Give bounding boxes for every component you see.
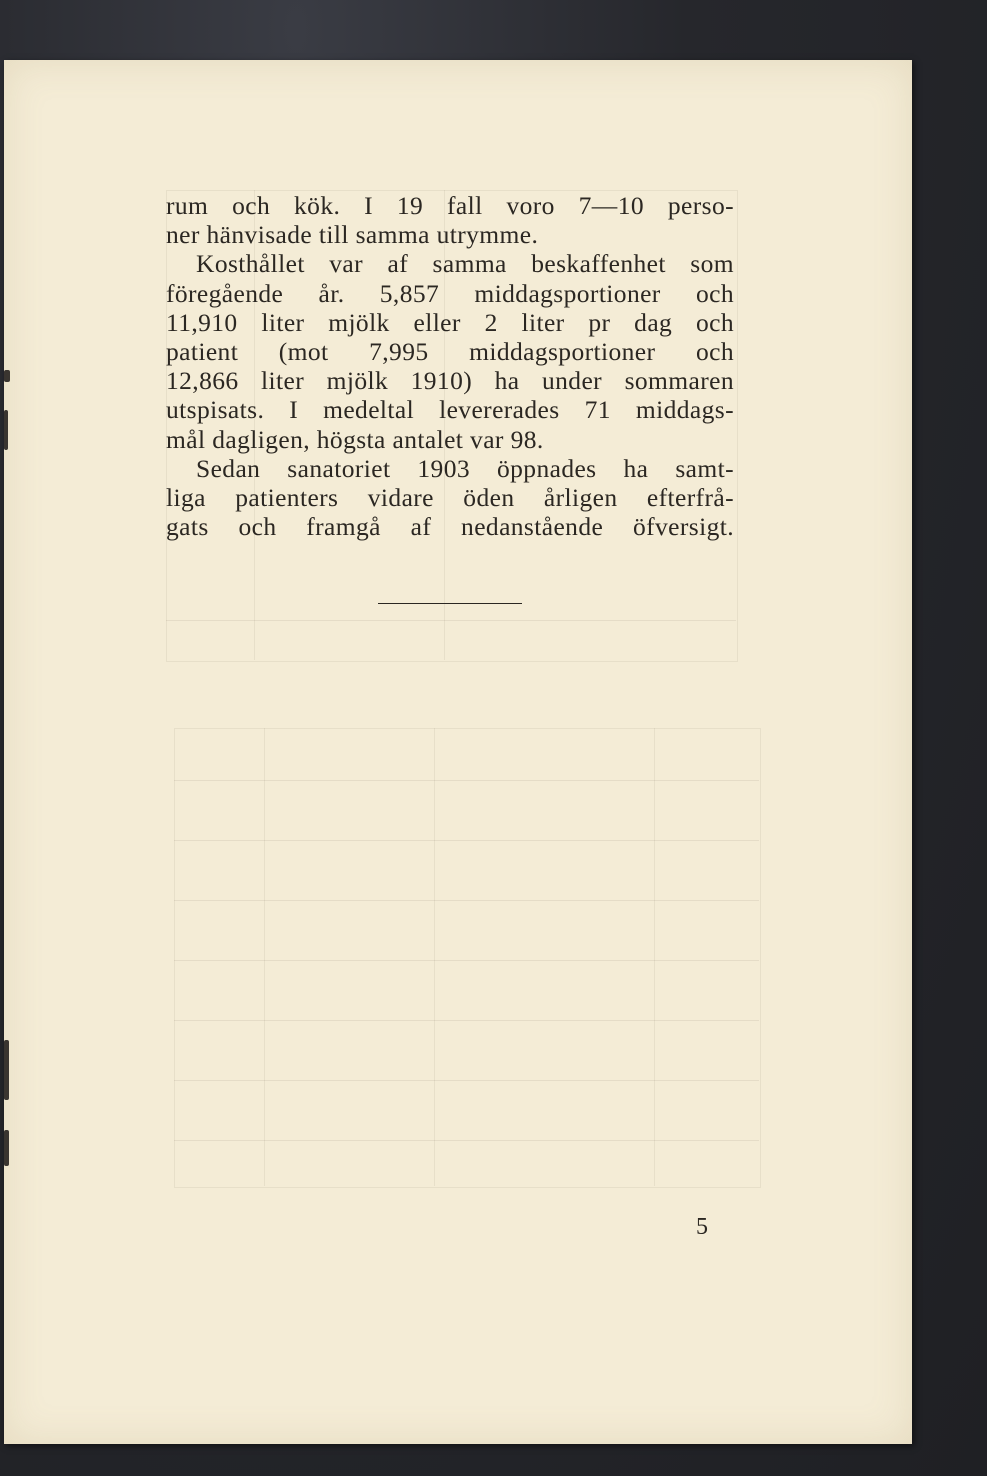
text-line: Kosthållet var af samma beskaffenhet som [196, 249, 734, 279]
bleed-through-row-line [174, 1020, 759, 1021]
bleed-through-row-line [174, 960, 759, 961]
bleed-through-column-line [264, 728, 265, 1186]
body-text [166, 191, 734, 541]
text-line: föregående år. 5,857 middagsportioner och [166, 278, 734, 308]
bleed-through-row-line [174, 1140, 759, 1141]
bleed-through-table-bottom [174, 728, 761, 1188]
text-line: rum och kök. I 19 fall voro 7—10 perso- [166, 191, 734, 220]
margin-mark [4, 370, 10, 382]
margin-mark [4, 1130, 9, 1166]
bleed-through-row-line [166, 620, 736, 621]
page-number: 5 [696, 1214, 708, 1240]
text-line: ner hänvisade till samma utrymme. [166, 220, 539, 250]
margin-mark [4, 1040, 9, 1100]
bleed-through-row-line [174, 900, 759, 901]
bleed-through-column-line [434, 728, 435, 1186]
text-line: gats och framgå af nedanstående öfversigt. [166, 512, 734, 542]
bleed-through-row-line [174, 1080, 759, 1081]
text-line: mål dagligen, högsta antalet var 98. [166, 424, 544, 454]
text-line: patient (mot 7,995 middagsportioner och [166, 336, 734, 366]
margin-mark [4, 410, 8, 450]
text-line: liga patienters vidare öden årligen efterfrå- [166, 482, 734, 512]
text-line: 12,866 liter mjölk 1910) ha under sommaren [166, 366, 734, 396]
bleed-through-row-line [174, 780, 759, 781]
bleed-through-column-line [654, 728, 655, 1186]
section-divider [378, 603, 522, 604]
text-line: utspisats. I medeltal levererades 71 middags- [166, 395, 734, 425]
text-line: 11,910 liter mjölk eller 2 liter pr dag och [166, 307, 734, 337]
text-line: Sedan sanatoriet 1903 öppnades ha samt- [196, 453, 734, 483]
bleed-through-row-line [174, 840, 759, 841]
